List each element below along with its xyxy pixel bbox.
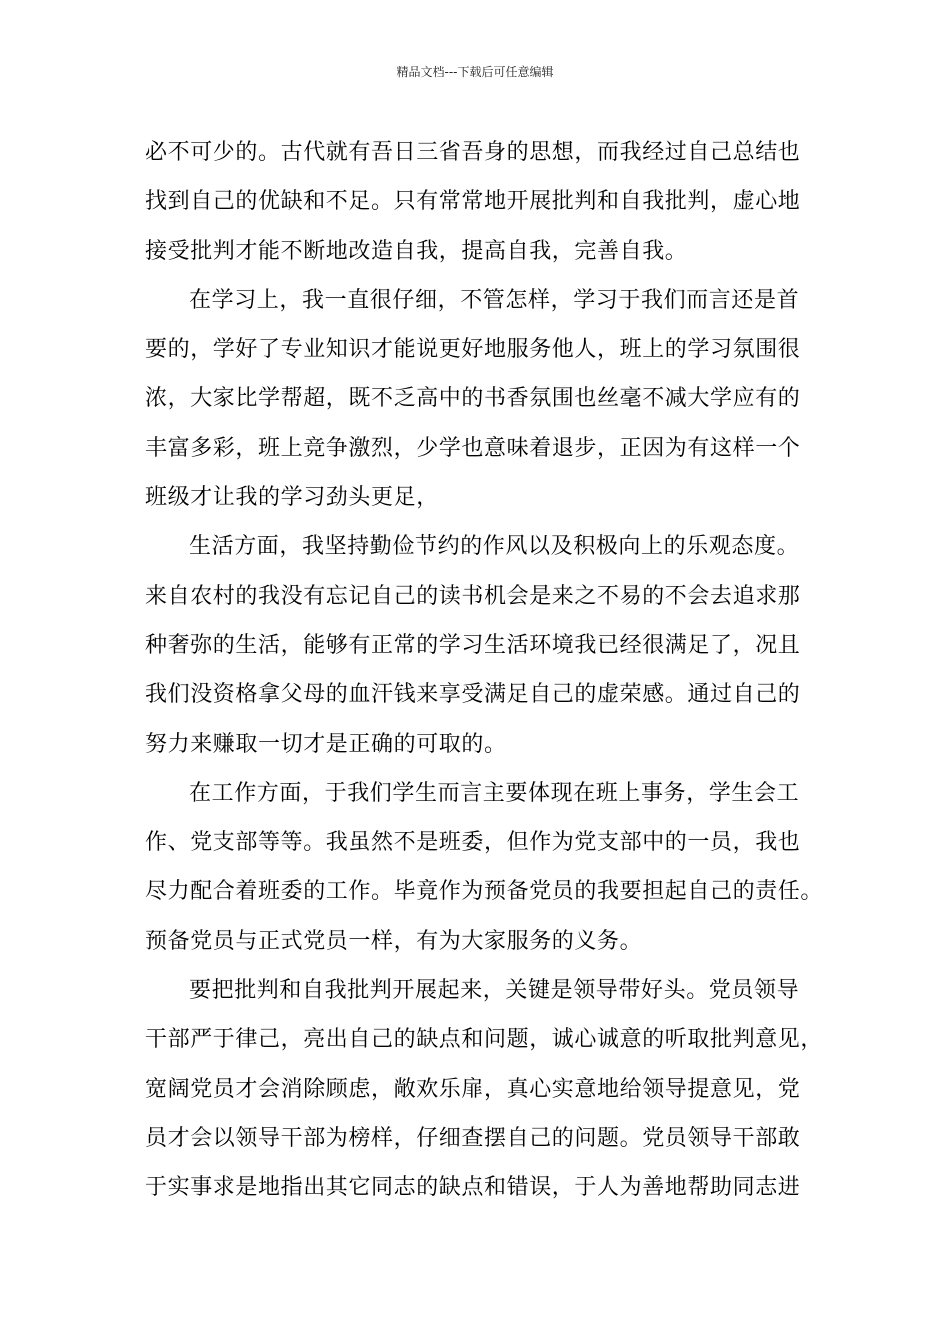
text-line: 我们没资格拿父母的血汗钱来享受满足自己的虚荣感。通过自己的 xyxy=(145,682,801,708)
text-line: 宽阔党员才会消除顾虑，敞欢乐扉，真心实意地给领导提意见，党 xyxy=(145,1076,801,1102)
text-line: 员才会以领导干部为榜样，仔细查摆自己的问题。党员领导干部敢 xyxy=(145,1125,801,1151)
paragraph-start-line: 要把批判和自我批判开展起来，关键是领导带好头。党员领导 xyxy=(189,978,800,1004)
text-line: 作、党支部等等。我虽然不是班委，但作为党支部中的一员，我也 xyxy=(145,830,801,856)
text-line: 预备党员与正式党员一样，有为大家服务的义务。 xyxy=(145,928,643,954)
paragraph-start-line: 生活方面，我坚持勤俭节约的作风以及积极向上的乐观态度。 xyxy=(189,534,800,560)
text-line: 尽力配合着班委的工作。毕竟作为预备党员的我要担起自己的责任。 xyxy=(145,879,824,905)
text-line: 接受批判才能不断地改造自我，提高自我，完善自我。 xyxy=(145,238,688,264)
paragraph-start-line: 在工作方面，于我们学生而言主要体现在班上事务，学生会工 xyxy=(189,780,800,806)
page-header: 精品文档---下载后可任意编辑 xyxy=(396,65,554,79)
text-line: 干部严于律己，亮出自己的缺点和问题，诚心诚意的听取批判意见， xyxy=(145,1027,824,1053)
text-line: 努力来赚取一切才是正确的可取的。 xyxy=(145,731,507,757)
text-line: 要的，学好了专业知识才能说更好地服务他人，班上的学习氛围很 xyxy=(145,337,801,363)
text-line: 来自农村的我没有忘记自己的读书机会是来之不易的不会去追求那 xyxy=(145,583,801,609)
text-line: 丰富多彩，班上竞争激烈，少学也意味着退步，正因为有这样一个 xyxy=(145,435,801,461)
body-text xyxy=(145,135,824,1220)
text-line: 必不可少的。古代就有吾日三省吾身的思想，而我经过自己总结也 xyxy=(145,140,801,165)
text-line: 班级才让我的学习劲头更足， xyxy=(145,485,439,511)
text-line: 浓，大家比学帮超，既不乏高中的书香氛围也丝毫不减大学应有的 xyxy=(145,386,801,412)
text-line: 于实事求是地指出其它同志的缺点和错误，于人为善地帮助同志进 xyxy=(145,1175,801,1201)
paragraph-start-line: 在学习上，我一直很仔细，不管怎样，学习于我们而言还是首 xyxy=(189,287,800,313)
text-line: 找到自己的优缺和不足。只有常常地开展批判和自我批判，虚心地 xyxy=(145,189,801,215)
text-line: 种奢弥的生活，能够有正常的学习生活环境我已经很满足了，况且 xyxy=(145,632,801,658)
